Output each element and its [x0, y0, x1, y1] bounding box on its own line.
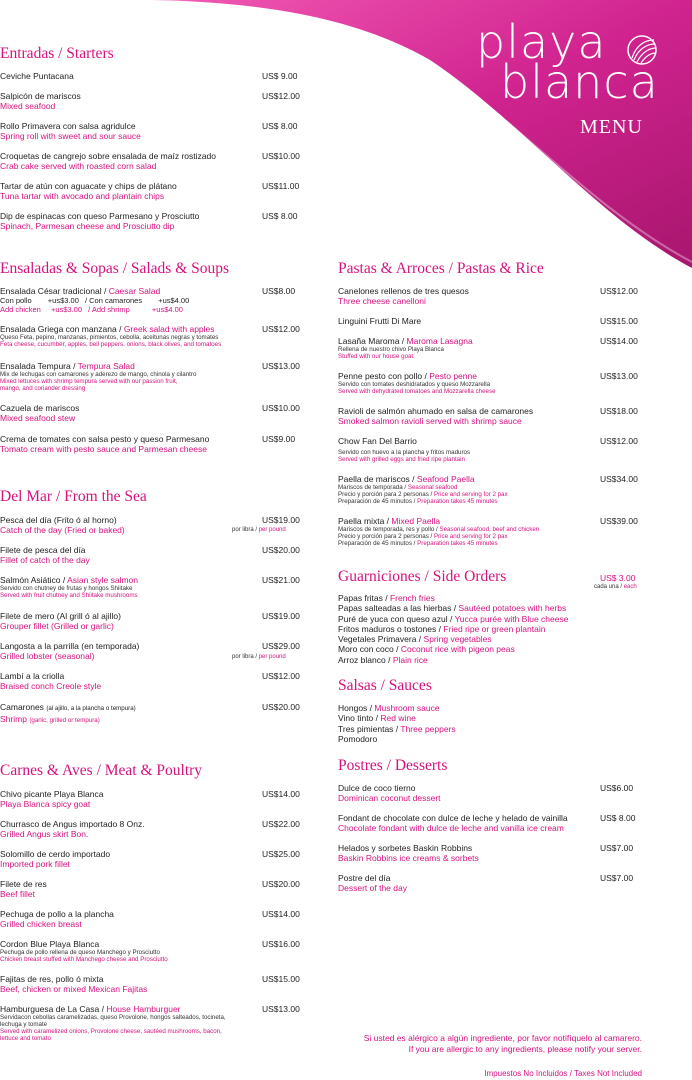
sides-price-unit [594, 584, 637, 590]
item-name-en: Spring roll with sweet and sour sauce [0, 131, 141, 141]
item-name: Chow Fan Del Barrio [338, 436, 417, 446]
menu-item [0, 71, 74, 81]
item-price: US$18.00 [600, 406, 638, 416]
item-description-en: Mixed lettuces with shrimp tempura served with our passion fruit, [0, 378, 178, 385]
section-title-salads: Ensaladas & Sopas / Salads & Soups [0, 260, 230, 277]
item-name: Paella mixta / [338, 516, 390, 526]
item-name-en: Pesto penne [429, 371, 477, 381]
item-description-en: Price and serving for 2 pax [433, 491, 508, 498]
item-name: Ensalada Griega con manzana / [0, 324, 122, 334]
item-name-en: Dessert of the day [338, 883, 407, 893]
item-name-en: Greek salad with apples [123, 324, 215, 334]
item-name: Camarones [0, 702, 44, 712]
unit-en: each [623, 584, 637, 590]
item-name-en: Tomato cream with pesto sauce and Parmesan cheese [0, 444, 207, 454]
item-price: US$25.00 [262, 849, 300, 859]
item-name-en: Chocolate fondant with dulce de leche and vanilla ice cream [338, 823, 564, 833]
item-name: Fajitas de res, pollo ó mixta [0, 974, 104, 984]
item-name-detail: (al ajillo, a la plancha o tempura) [46, 705, 136, 712]
item-name: Crema de tomates con salsa pesto y queso Parmesano [0, 434, 210, 444]
item-name: Postre del día [338, 873, 391, 883]
item-name-en: Beef fillet [0, 889, 35, 899]
item-name: Filete de mero (Al grill ó al ajillo) [0, 611, 121, 621]
menu-item [0, 849, 110, 869]
menu-item [0, 819, 145, 839]
item-description-en: Chicken breast stuffed with Manchego cheese and Prosciutto [0, 956, 168, 963]
item-name-en: Maroma Lasagna [406, 336, 473, 346]
item-description-en: Served with caramelized onions, Provolone cheese, sautéed mushrooms, bacon, [0, 1028, 222, 1035]
menu-item [338, 286, 469, 306]
item-price: US$14.00 [262, 909, 300, 919]
menu-item [338, 436, 470, 463]
item-description: Rellena de nuestro chivo Playa Blanca [338, 346, 444, 353]
section-title-desserts: Postres / Desserts [338, 757, 448, 774]
menu-item [0, 403, 79, 423]
menu-item [0, 611, 121, 631]
unit-en: per pound [258, 654, 286, 660]
menu-item [338, 783, 441, 803]
item-name-en-detail: (garlic, grilled or tempura) [29, 717, 100, 724]
menu-item [0, 879, 47, 899]
item-description-en: lettuce and tomato [0, 1035, 51, 1042]
brand-name-line1: playa [476, 15, 607, 69]
item-description-en: Stuffed with our house goat [338, 353, 414, 360]
item-name-en: Crab cake served with roasted corn salad [0, 161, 157, 171]
item-price: US$15.00 [600, 316, 638, 326]
item-price: US$19.00 [262, 515, 300, 525]
menu-item [0, 641, 139, 661]
item-description: Precio y porción para 2 personas / [338, 491, 433, 498]
item-name: Churrasco de Angus importado 8 Onz. [0, 819, 145, 829]
menu-item [0, 324, 221, 348]
option-label: / Con camarones [84, 296, 143, 305]
item-price: US$ 9.00 [262, 71, 298, 81]
item-price: US$20.00 [262, 545, 300, 555]
item-description: Servidacon cebollas caramelizadas, queso Provolone, hongos salteados, tocineta, [0, 1014, 226, 1021]
menu-item [338, 843, 479, 863]
item-name: Salpicón de mariscos [0, 91, 81, 101]
item-name: Dulce de coco tierno [338, 783, 416, 793]
item-price: US$13.00 [600, 371, 638, 381]
brand-logo [470, 15, 670, 109]
item-price: US$8.00 [262, 286, 296, 296]
brand-name-line2: blanca [500, 55, 659, 109]
price-unit [232, 527, 286, 533]
item-price: US$11.00 [262, 181, 300, 191]
item-name-en: Shrimp [0, 714, 27, 724]
list-item: Fritos maduros o tostones / Fried ripe or green plantain [338, 623, 546, 634]
item-name: Lasaña Maroma / [338, 336, 405, 346]
item-description-en: Preparation takes 45 minutes [417, 498, 498, 505]
item-description: Preparación de 45 minutos / [338, 540, 416, 547]
unit-es: por libra / [232, 527, 258, 533]
item-description: Servido con tomates deshidratados y queso Mozzarella [338, 381, 491, 388]
menu-item [338, 336, 473, 360]
item-description-en: Served with fruit chutney and Shiitake mushrooms [0, 592, 138, 599]
item-name-en: Mixed seafood [0, 101, 56, 111]
item-name-en: Caesar Salad [108, 286, 161, 296]
item-name-en: Tempura Salad [77, 361, 135, 371]
menu-item [0, 286, 189, 314]
item-name: Filete de res [0, 879, 47, 889]
item-price: US$12.00 [600, 436, 638, 446]
item-price: US$13.00 [262, 1004, 300, 1014]
sides-list [338, 593, 568, 665]
item-name: Canelones rellenos de tres quesos [338, 286, 469, 296]
item-description: Precio y porción para 2 personas / [338, 533, 433, 540]
item-name: Helados y sorbetes Baskin Robbins [338, 843, 473, 853]
item-name: Dip de espinacas con queso Parmesano y Prosciutto [0, 211, 200, 221]
item-price: US$16.00 [262, 939, 300, 949]
item-price: US$14.00 [600, 336, 638, 346]
item-description-en: Served with grilled eggs and fried ripe plantain [338, 456, 465, 463]
item-description: Servido con chutney de frutas y hongos Shiitake [0, 585, 133, 592]
item-name: Solomillo de cerdo importado [0, 849, 111, 859]
menu-item [0, 789, 103, 809]
item-name: Fondant de chocolate con dulce de leche y helado de vainilla [338, 813, 568, 823]
menu-item [0, 181, 177, 201]
item-name: Pesca del día (Frito ó al horno) [0, 515, 117, 525]
option-price: +us$4.00 [151, 305, 183, 314]
item-name-en: Fillet of catch of the day [0, 555, 90, 565]
item-price: US$14.00 [262, 789, 300, 799]
item-price: US$6.00 [600, 783, 634, 793]
item-description-en: Seasonal seafood [407, 484, 458, 491]
menu-item [0, 671, 101, 691]
list-item: Vino tinto / Red wine [338, 713, 416, 724]
item-price: US$21.00 [262, 575, 300, 585]
menu-item [0, 974, 147, 994]
item-name: Ensalada César tradicional / [0, 286, 107, 296]
item-name-en: Spinach, Parmesan cheese and Prosciutto dip [0, 221, 175, 231]
item-name-en: Asian style salmon [67, 575, 138, 585]
item-name-en: Imported pork fillet [0, 859, 70, 869]
allergy-notice-es: Si usted es alérgico a algún ingrediente, por favor notifíquelo al camarero. [363, 1033, 642, 1043]
item-name: Cordon Blue Playa Blanca [0, 939, 100, 949]
section-title-sides: Guarniciones / Side Orders [338, 568, 507, 585]
item-price: US$12.00 [262, 671, 300, 681]
list-item: Arroz blanco / Plain rice [338, 654, 428, 665]
menu-item [0, 211, 199, 231]
item-name-en: Braised conch Creole style [0, 681, 102, 691]
item-description: Queso Feta, pepino, manzanas, pimientos, cebolla, aceitunas negras y tomates [0, 334, 219, 341]
item-description: Mariscos de temporada, res y pollo / [338, 526, 438, 533]
item-price: US$15.00 [262, 974, 300, 984]
item-description-en: Served with dehydrated tomatoes and Mozzarella cheese [338, 388, 496, 395]
item-name: Lambí a la criolla [0, 671, 65, 681]
unit-es: por libra / [232, 654, 258, 660]
item-name: Salmón Asiático / [0, 575, 66, 585]
item-description: Preparación de 45 minutos / [338, 498, 416, 505]
menu-item [0, 545, 90, 565]
item-name-en: Smoked salmon ravioli served with shrimp sauce [338, 416, 522, 426]
item-description-en: Preparation takes 45 minutes [417, 540, 498, 547]
item-price: US$10.00 [262, 403, 300, 413]
option-label-en: / Add shrimp [88, 305, 130, 314]
item-name: Penne pesto con pollo / [338, 371, 427, 381]
menu-item [338, 406, 533, 426]
item-price: US$12.00 [600, 286, 638, 296]
sauces-list [338, 703, 456, 744]
menu-item [338, 813, 568, 833]
item-name-en: House Hamburguer [106, 1004, 181, 1014]
list-item: Moro con coco / Coconut rice with pigeon peas [338, 644, 515, 655]
item-name-en: Mixed seafood stew [0, 413, 76, 423]
item-description-en: mango, and coriander dressing [0, 385, 86, 392]
item-price: US$39.00 [600, 516, 638, 526]
menu-item [0, 434, 209, 454]
menu-item [0, 151, 216, 171]
item-name: Cazuela de mariscos [0, 403, 80, 413]
menu-item [0, 361, 196, 392]
list-item: Pomodoro [338, 733, 378, 744]
menu-item [0, 121, 141, 141]
item-description: Servido con huevo a la plancha y fritos maduros [338, 449, 471, 456]
menu-item [0, 91, 81, 111]
item-name: Langosta a la parrilla (en temporada) [0, 641, 140, 651]
item-price: US$12.00 [262, 91, 300, 101]
item-price: US$7.00 [600, 873, 634, 883]
menu-item [0, 1004, 226, 1042]
item-price: US$ 8.00 [600, 813, 636, 823]
item-name-en: Grilled lobster (seasonal) [0, 651, 95, 661]
item-name-en: Seafood Paella [416, 474, 475, 484]
list-item: Papas fritas / French fries [338, 593, 435, 603]
item-description: lechuga y tomate [0, 1021, 48, 1028]
item-price: US$10.00 [262, 151, 300, 161]
item-description-en: Feta cheese, cucumber, apples, bell peppers, onions, black olives, and tomatoes [0, 341, 222, 348]
item-price: US$9.00 [262, 434, 296, 444]
list-item: Hongos / Mushroom sauce [338, 703, 440, 713]
option-label-en: Add chicken [0, 305, 41, 314]
item-description: Mix de lechugas con camarones y aderezo de mango, chinola y cilantro [0, 371, 197, 378]
item-name: Ceviche Puntacana [0, 71, 74, 81]
item-name: Ensalada Tempura / [0, 361, 76, 371]
unit-es: cada una / [594, 584, 623, 590]
taxes-notice: Impuestos No Incluidos / Taxes Not Included [484, 1069, 642, 1078]
menu-item [338, 474, 508, 505]
shell-logo-icon [624, 32, 660, 68]
price-unit [232, 654, 286, 660]
item-name: Hamburguesa de La Casa / [0, 1004, 104, 1014]
item-name-en: Dominican coconut dessert [338, 793, 441, 803]
item-name-en: Tuna tartar with avocado and plantain chips [0, 191, 165, 201]
menu-item [338, 873, 407, 893]
list-item: Papas salteadas a las hierbas / Sautéed potatoes with herbs [338, 603, 567, 614]
item-name: Ravioli de salmón ahumado en salsa de camarones [338, 406, 534, 416]
item-price: US$22.00 [262, 819, 300, 829]
menu-item [338, 316, 421, 326]
item-price: US$29.00 [262, 641, 300, 651]
item-name: Paella de mariscos / [338, 474, 415, 484]
section-title-sauces: Salsas / Sauces [338, 677, 432, 694]
section-title-meat: Carnes & Aves / Meat & Poultry [0, 762, 203, 779]
item-name: Filete de pesca del día [0, 545, 86, 555]
section-title-starters: Entradas / Starters [0, 45, 114, 62]
option-price: +us$3.00 [47, 296, 79, 305]
sides-price: US$ 3.00 [600, 573, 636, 583]
section-title-sea: Del Mar / From the Sea [0, 488, 147, 505]
menu-item [0, 939, 168, 963]
item-price: US$13.00 [262, 361, 300, 371]
option-price: +us$4.00 [158, 296, 190, 305]
menu-item [0, 515, 125, 535]
item-price: US$ 8.00 [262, 121, 298, 131]
menu-heading: MENU [580, 116, 643, 138]
item-name: Chivo picante Playa Blanca [0, 789, 104, 799]
item-description: Pechuga de pollo rellena de queso Manchego y Prosciutto [0, 949, 160, 956]
item-price: US$19.00 [262, 611, 300, 621]
item-name-en: Baskin Robbins ice creams & sorbets [338, 853, 479, 863]
unit-en: per pound [258, 527, 286, 533]
menu-item [338, 371, 496, 395]
item-description-en: Seasonal seafood, beef and chicken [439, 526, 540, 533]
item-price: US$12.00 [262, 324, 300, 334]
list-item: Vegetales Primavera / Spring vegetables [338, 634, 492, 645]
item-name-en: Three cheese canelloni [338, 296, 426, 306]
item-price: US$7.00 [600, 843, 634, 853]
menu-item [0, 702, 136, 726]
item-name: Rollo Primavera con salsa agridulce [0, 121, 136, 131]
menu-item [0, 575, 138, 599]
item-name: Croquetas de cangrejo sobre ensalada de maíz rostizado [0, 151, 216, 161]
menu-item [0, 909, 114, 929]
item-name-en: Beef, chicken or mixed Mexican Fajitas [0, 984, 148, 994]
item-name-en: Grilled Angus skirt Bon. [0, 829, 89, 839]
item-name: Pechuga de pollo a la plancha [0, 909, 114, 919]
item-price: US$20.00 [262, 702, 300, 712]
item-name-en: Playa Blanca spicy goat [0, 799, 91, 809]
item-name: Tartar de atún con aguacate y chips de plátano [0, 181, 177, 191]
item-price: US$34.00 [600, 474, 638, 484]
item-description-en: Price and serving for 2 pax [433, 533, 508, 540]
item-name-en: Catch of the day (Fried or baked) [0, 525, 125, 535]
item-description: Mariscos de temporada / [338, 484, 407, 491]
item-price: US$ 8.00 [262, 211, 298, 221]
item-name-en: Grilled chicken breast [0, 919, 82, 929]
section-title-pastas: Pastas & Arroces / Pastas & Rice [338, 260, 544, 277]
item-name-en: Grouper fillet (Grilled or garlic) [0, 621, 114, 631]
item-name-en: Mixed Paella [391, 516, 441, 526]
option-price: +us$3.00 [50, 305, 83, 314]
item-price: US$20.00 [262, 879, 300, 889]
allergy-notice-en: If you are allergic to any ingredients, please notify your server. [408, 1044, 642, 1054]
item-name: Linguini Frutti Di Mare [338, 316, 422, 326]
option-label: Con pollo [0, 296, 32, 305]
list-item: Puré de yuca con queso azul / Yucca purée with Blue cheese [338, 613, 569, 624]
menu-item [338, 516, 539, 547]
list-item: Tres pimientas / Three peppers [338, 723, 456, 734]
